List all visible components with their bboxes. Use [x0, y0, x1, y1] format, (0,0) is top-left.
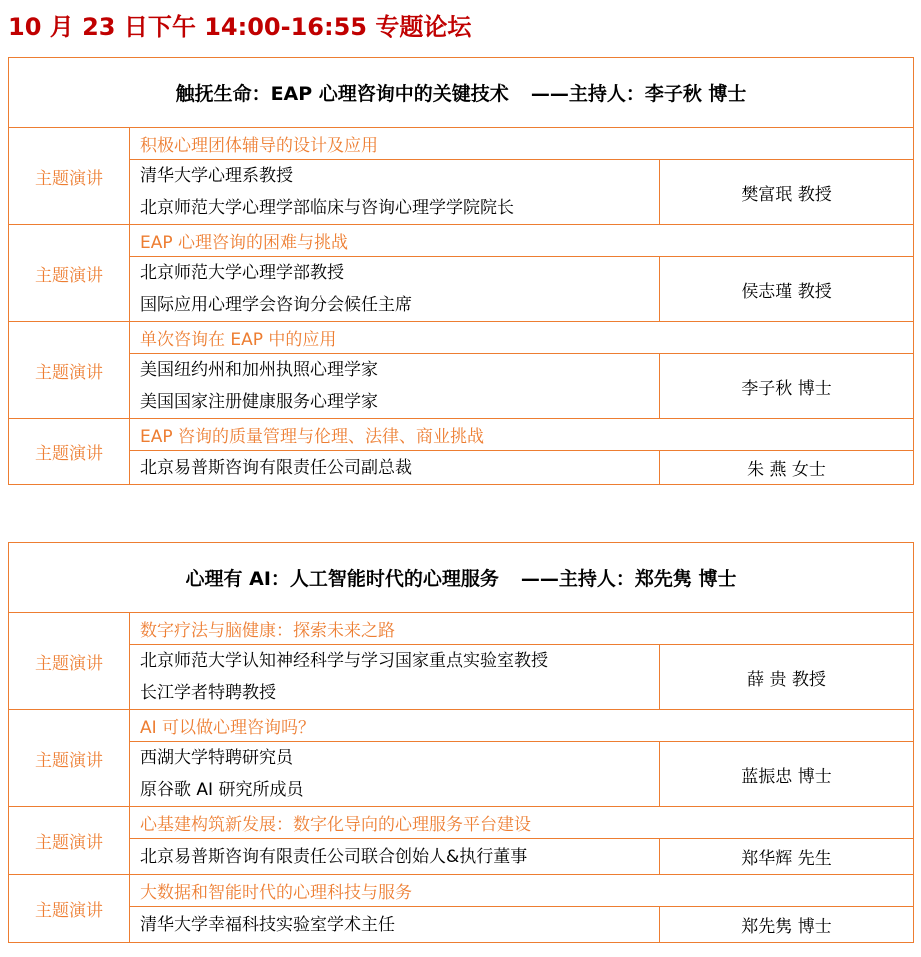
session-table [8, 542, 914, 943]
talk-speaker-row [9, 742, 914, 807]
speaker-name: 郑先隽 博士 [660, 907, 914, 943]
talk-topic: EAP 心理咨询的困难与挑战 [130, 225, 914, 257]
talk-topic: AI 可以做心理咨询吗？ [130, 710, 914, 742]
affiliation-line: 美国纽约州和加州执照心理学家 [140, 360, 378, 380]
session-theme: 触抚生命：EAP 心理咨询中的关键技术 [175, 83, 509, 105]
talk-topic-row [9, 613, 914, 645]
speaker-name: 郑华辉 先生 [660, 839, 914, 875]
speaker-name: 李子秋 博士 [660, 354, 914, 419]
talk-topic-row [9, 322, 914, 354]
affiliation-line: 国际应用心理学会咨询分会候任主席 [140, 295, 412, 315]
talk-topic: 心基建构筑新发展：数字化导向的心理服务平台建设 [130, 807, 914, 839]
affiliation-line: 北京易普斯咨询有限责任公司副总裁 [140, 457, 412, 478]
speaker-name: 薛 贵 教授 [660, 645, 914, 710]
affiliation-line: 原谷歌 AI 研究所成员 [140, 780, 304, 800]
talk-label: 主题演讲 [9, 128, 130, 225]
page-title: 10 月 23 日下午 14:00-16:55 专题论坛 [8, 13, 472, 41]
affiliation-line: 清华大学幸福科技实验室学术主任 [140, 914, 395, 935]
talk-label: 主题演讲 [9, 710, 130, 807]
session-host: ——主持人：郑先隽 博士 [520, 568, 737, 590]
talk-label: 主题演讲 [9, 807, 130, 875]
talk-topic-row [9, 710, 914, 742]
talk-label: 主题演讲 [9, 225, 130, 322]
talk-speaker-row [9, 160, 914, 225]
speaker-affiliation [130, 839, 660, 875]
talk-topic: 大数据和智能时代的心理科技与服务 [130, 875, 914, 907]
talk-speaker-row [9, 839, 914, 875]
talk-topic-row [9, 807, 914, 839]
talk-topic-row [9, 225, 914, 257]
talk-topic: 数字疗法与脑健康：探索未来之路 [130, 613, 914, 645]
session-host: ——主持人：李子秋 博士 [530, 83, 747, 105]
speaker-name: 蓝振忠 博士 [660, 742, 914, 807]
speaker-affiliation [130, 907, 660, 943]
talk-topic: 单次咨询在 EAP 中的应用 [130, 322, 914, 354]
talk-label: 主题演讲 [9, 875, 130, 943]
talk-speaker-row [9, 451, 914, 485]
affiliation-line: 清华大学心理系教授 [140, 166, 293, 186]
affiliation-line: 北京师范大学心理学部教授 [140, 263, 344, 283]
talk-speaker-row [9, 907, 914, 943]
talk-topic: EAP 咨询的质量管理与伦理、法律、商业挑战 [130, 419, 914, 451]
speaker-name: 朱 燕 女士 [660, 451, 914, 485]
session-table [8, 57, 914, 485]
affiliation-line: 北京师范大学心理学部临床与咨询心理学学院院长 [140, 198, 514, 218]
talk-label: 主题演讲 [9, 419, 130, 485]
speaker-affiliation [130, 742, 660, 807]
speaker-affiliation [130, 257, 660, 322]
speaker-affiliation [130, 354, 660, 419]
talk-label: 主题演讲 [9, 322, 130, 419]
talk-topic-row [9, 875, 914, 907]
session-theme: 心理有 AI：人工智能时代的心理服务 [185, 568, 499, 590]
affiliation-line: 西湖大学特聘研究员 [140, 748, 293, 768]
talk-topic-row [9, 419, 914, 451]
session-header [9, 58, 914, 128]
talk-label: 主题演讲 [9, 613, 130, 710]
talk-speaker-row [9, 354, 914, 419]
speaker-affiliation [130, 645, 660, 710]
speaker-name: 樊富珉 教授 [660, 160, 914, 225]
talk-speaker-row [9, 645, 914, 710]
speaker-name: 侯志瑾 教授 [660, 257, 914, 322]
talk-speaker-row [9, 257, 914, 322]
affiliation-line: 北京师范大学认知神经科学与学习国家重点实验室教授 [140, 651, 548, 671]
session-header [9, 543, 914, 613]
affiliation-line: 长江学者特聘教授 [140, 683, 276, 703]
affiliation-line: 美国国家注册健康服务心理学家 [140, 392, 378, 412]
affiliation-line: 北京易普斯咨询有限责任公司联合创始人&执行董事 [140, 846, 528, 867]
speaker-affiliation [130, 451, 660, 485]
talk-topic-row [9, 128, 914, 160]
talk-topic: 积极心理团体辅导的设计及应用 [130, 128, 914, 160]
speaker-affiliation [130, 160, 660, 225]
